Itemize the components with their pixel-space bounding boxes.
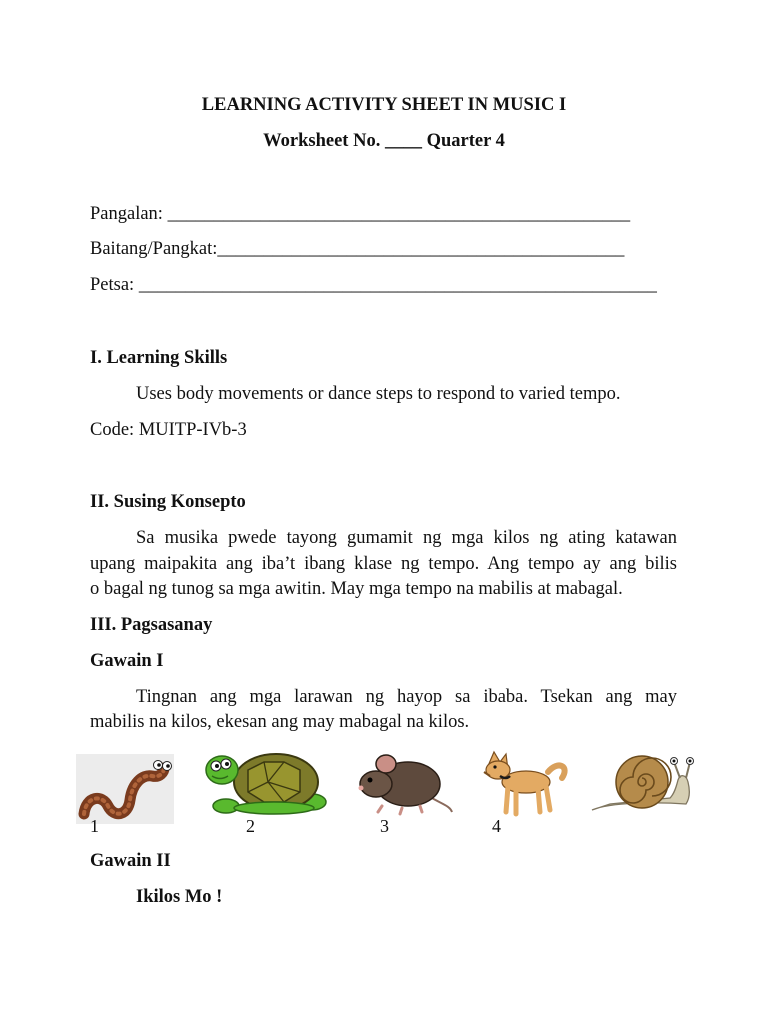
konsepto-line-1: Sa musika pwede tayong gumamit ng mga kilos ng ating katawan <box>136 528 677 548</box>
worm-icon <box>76 754 174 824</box>
gawain-1-line-2: mabilis na kilos, ekesan ang may mabagal na kilos. <box>90 712 470 732</box>
learning-skills-heading: I. Learning Skills <box>90 348 228 368</box>
learning-skill-text: Uses body movements or dance steps to respond to varied tempo. <box>136 384 621 404</box>
gawain-1-heading: Gawain I <box>90 651 164 671</box>
date-field: Petsa: ________________________________________________________ <box>90 275 657 295</box>
mouse-icon <box>356 750 454 818</box>
susing-konsepto-heading: II. Susing Konsepto <box>90 492 246 512</box>
animal-number-4: 4 <box>492 816 501 836</box>
name-field: Pangalan: __________________________________________________ <box>90 204 631 224</box>
dog-icon <box>478 748 570 818</box>
gawain-2-heading: Gawain II <box>90 851 171 871</box>
gawain-1-line-1: Tingnan ang mga larawan ng hayop sa ibaba. Tsekan ang may <box>136 687 677 707</box>
pagsasanay-heading: III. Pagsasanay <box>90 615 213 635</box>
animal-number-1: 1 <box>90 816 99 836</box>
turtle-icon <box>202 748 328 816</box>
ikilos-mo-heading: Ikilos Mo ! <box>136 887 223 907</box>
animal-number-3: 3 <box>380 816 389 836</box>
grade-field: Baitang/Pangkat:____________________________________________ <box>90 239 625 259</box>
sheet-title: LEARNING ACTIVITY SHEET IN MUSIC I <box>201 95 567 115</box>
snail-icon <box>590 754 696 816</box>
worksheet-number: Worksheet No. ____ Quarter 4 <box>263 131 505 151</box>
skill-code: Code: MUITP-IVb-3 <box>90 420 247 440</box>
animal-number-2: 2 <box>246 816 255 836</box>
konsepto-line-3: o bagal ng tunog sa mga awitin. May mga tempo na mabilis at mabagal. <box>90 579 623 599</box>
konsepto-line-2: upang maipakita ang iba’t ibang klase ng tempo. Ang tempo ay ang bilis <box>90 554 677 574</box>
